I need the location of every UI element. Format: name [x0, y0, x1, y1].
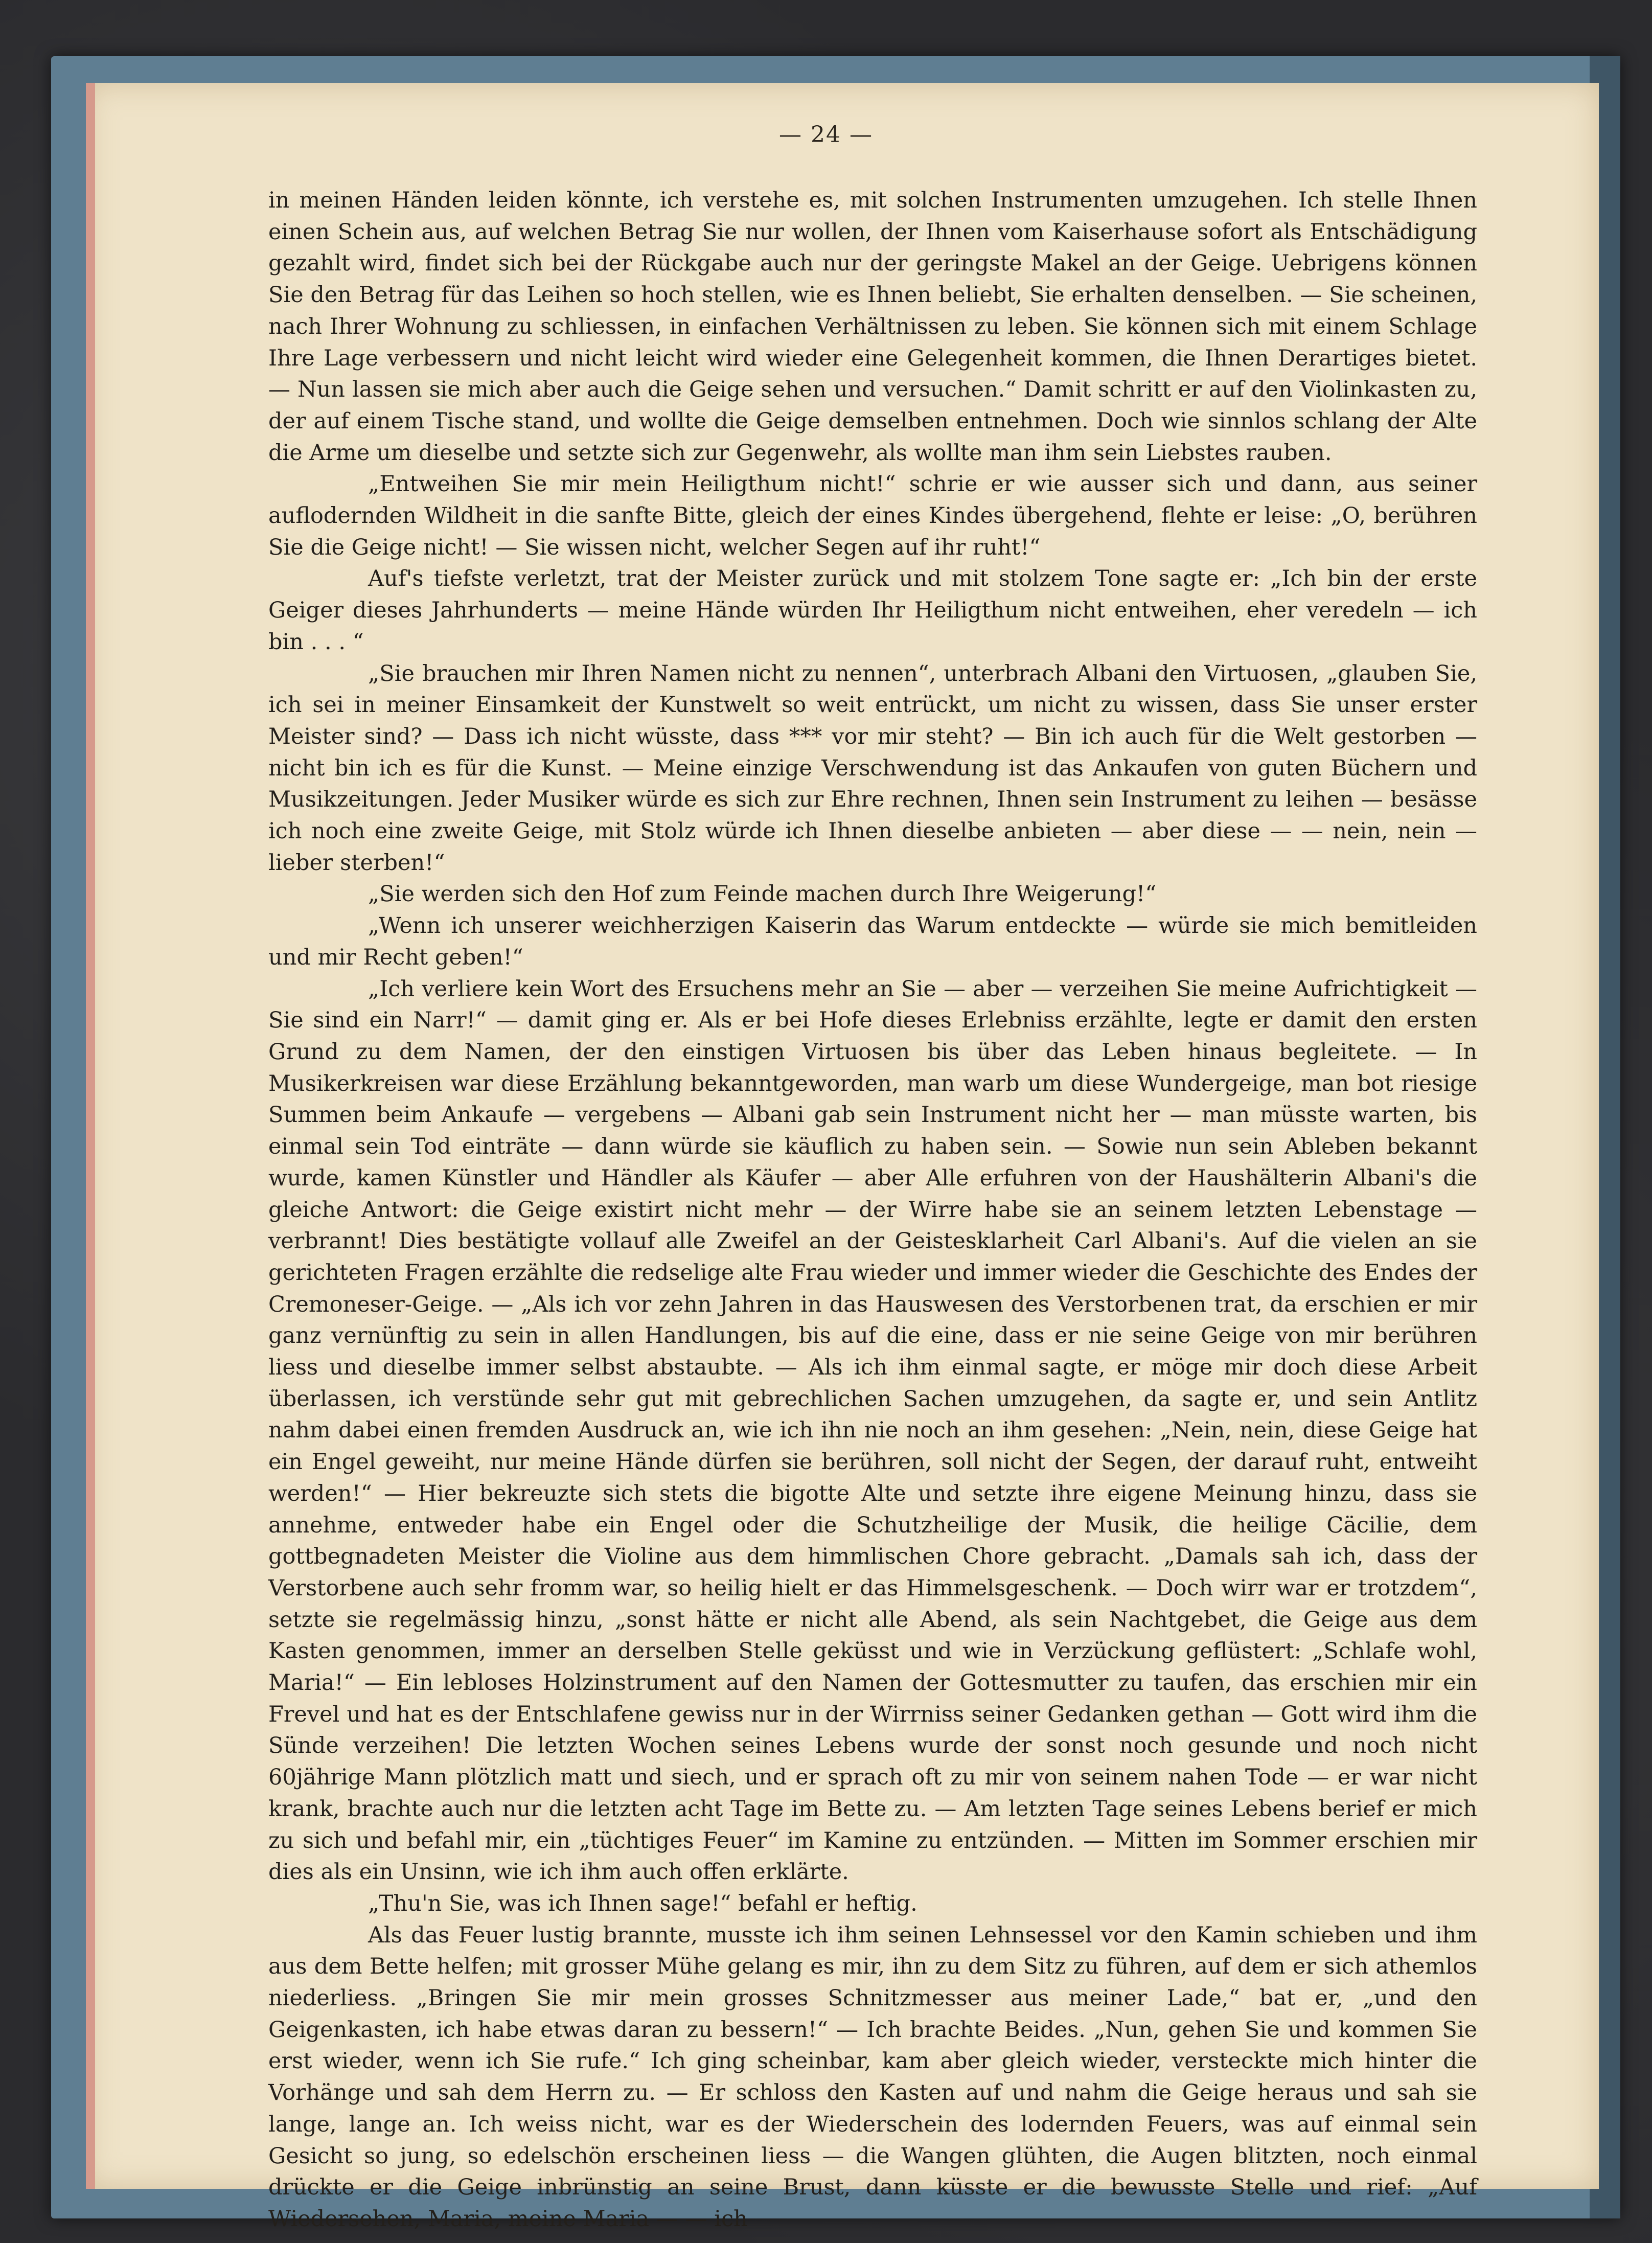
paragraph: „Ich verliere kein Wort des Ersuchens mehr an Sie — aber — verzeihen Sie meine Aufrichtigkeit — Sie sind ein Narr!“ — damit ging er. Als er bei Hofe dieses Erlebniss erzählte, legte er damit den ersten Grund zu dem Namen, der den einstigen Virtuosen bis über das Leben hinaus begleitete. — In Musikerkreisen war diese Erzählung bekanntgeworden, man warb um diese Wundergeige, man bot riesige Summen beim Ankaufe — vergebens — Albani gab sein Instrument nicht her — man müsste warten, bis einmal sein Tod einträte — dann würde sie käuflich zu haben sein. — Sowie nun sein Ableben bekannt wurde, kamen Künstler und Händler als Käufer — aber Alle erfuhren von der Haushälterin Albani's die gleiche Antwort: die Geige existirt nicht mehr — der Wirre habe sie an seinem letzten Lebenstage — verbrannt! Dies bestätigte vollauf alle Zweifel an der Geistesklarheit Carl Albani's. Auf die vielen an sie gerichteten Fragen erzählte die redselige alte Frau wieder und immer wieder die Geschichte des Endes der Cremoneser-Geige. — „Als ich vor zehn Jahren in das Hauswesen des Verstorbenen trat, da erschien er mir ganz vernünftig zu sein in allen Handlungen, bis auf die eine, dass er nie seine Geige von mir berühren liess und dieselbe immer selbst abstaubte. — Als ich ihm einmal sagte, er möge mir doch diese Arbeit überlassen, ich verstünde sehr gut mit gebrechlichen Sachen umzugehen, da sagte er, und sein Antlitz nahm dabei einen fremden Ausdruck an, wie ich ihn nie noch an ihm gesehen: „Nein, nein, diese Geige hat ein Engel geweiht, nur meine Hände dürfen sie berühren, soll nicht der Segen, der darauf ruht, entweiht werden!“ — Hier bekreuzte sich stets die bigotte Alte und setzte ihre eigene Meinung hinzu, dass sie annehme, entweder habe ein Engel oder die Schutzheilige der Musik, die heilige Cäcilie, dem gottbegnadeten Meister die Violine aus dem himmlischen Chore gebracht. „Damals sah ich, dass der Verstorbene auch sehr fromm war, so heilig hielt er das Himmelsgeschenk. — Doch wirr war er trotzdem“, setzte sie regelmässig hinzu, „sonst hätte er nicht alle Abend, als sein Nachtgebet, die Geige aus dem Kasten genommen, immer an derselben Stelle geküsst und wie in Verzückung geflüstert: „Schlafe wohl, Maria!“ — Ein lebloses Holzinstrument auf den Namen der Gottesmutter zu taufen, das erschien mir ein Frevel und hat es der Entschlafene gewiss nur in der Wirrniss seiner Gedanken gethan — Gott wird ihm die Sünde verzeihen! Die letzten Wochen seines Lebens wurde der sonst noch gesunde und noch nicht 60jährige Mann plötzlich matt und siech, und er sprach oft zu mir von seinem nahen Tode — er war nicht krank, brachte auch nur die letzten acht Tage im Bette zu. — Am letzten Tage seines Lebens berief er mich zu sich und befahl mir, ein „tüchtiges Feuer“ im Kamine zu entzünden. — Mitten im Sommer erschien mir dies als ein Unsinn, wie ich ihm auch offen erklärte.	[268, 976, 1477, 1885]
paragraph: „Wenn ich unserer weichherzigen Kaiserin das Warum entdeckte — würde sie mich bemitleiden und mir Recht geben!“	[268, 913, 1477, 970]
paragraph: Auf's tiefste verletzt, trat der Meister zurück und mit stolzem Tone sagte er: „Ich bin der erste Geiger dieses Jahrhunderts — meine Hände würden Ihr Heiligthum nicht entweihen, eher veredeln — ich bin . . . “	[268, 566, 1477, 655]
paragraph: „Sie werden sich den Hof zum Feinde machen durch Ihre Weigerung!“	[368, 881, 1157, 907]
paragraph: „Sie brauchen mir Ihren Namen nicht zu nennen“, unterbrach Albani den Virtuosen, „glauben Sie, ich sei in meiner Einsamkeit der Kunstwelt so weit entrückt, um nicht zu wissen, dass Sie unser erster Meister sind? — Dass ich nicht wüsste, dass *** vor mir steht? — Bin ich auch für die Welt gestorben — nicht bin ich es für die Kunst. — Meine einzige Verschwendung ist das Ankaufen von guten Büchern und Musikzeitungen. Jeder Musiker würde es sich zur Ehre rechnen, Ihnen sein Instrument zu leihen — besässe ich noch eine zweite Geige, mit Stolz würde ich Ihnen dieselbe anbieten — aber diese — — nein, nein — lieber sterben!“	[268, 660, 1477, 876]
page-edge-strip	[86, 83, 95, 2189]
page-text	[268, 185, 1477, 2235]
paragraph: in meinen Händen leiden könnte, ich verstehe es, mit solchen Instrumenten umzugehen. Ich stelle Ihnen einen Schein aus, auf welchen Betrag Sie nur wollen, der Ihnen vom Kaiserhause sofort als Entschädigung gezahlt wird, findet sich bei der Rückgabe auch nur der geringste Makel an der Geige. Uebrigens können Sie den Betrag für das Leihen so hoch stellen, wie es Ihnen beliebt, Sie erhalten denselben. — Sie scheinen, nach Ihrer Wohnung zu schliessen, in einfachen Verhältnissen zu leben. Sie können sich mit einem Schlage Ihre Lage verbessern und nicht leicht wird wieder eine Gelegenheit kommen, die Ihnen Derartiges bietet. — Nun lassen sie mich aber auch die Geige sehen und versuchen.“ Damit schritt er auf den Violinkasten zu, der auf einem Tische stand, und wollte die Geige demselben entnehmen. Doch wie sinnlos schlang der Alte die Arme um dieselbe und setzte sich zur Gegenwehr, als wollte man ihm sein Liebstes rauben.	[268, 188, 1477, 466]
paragraph: „Entweihen Sie mir mein Heiligthum nicht!“ schrie er wie ausser sich und dann, aus seiner auflodernden Wildheit in die sanfte Bitte, gleich der eines Kindes übergehend, flehte er leise: „O, berühren Sie die Geige nicht! — Sie wissen nicht, welcher Segen auf ihr ruht!“	[268, 471, 1477, 560]
page-number: — 24 —	[779, 122, 873, 148]
paragraph: Als das Feuer lustig brannte, musste ich ihm seinen Lehnsessel vor den Kamin schieben und ihm aus dem Bette helfen; mit grosser Mühe gelang es mir, ihn zu dem Sitz zu führen, auf dem er sich athemlos niederliess. „Bringen Sie mir mein grosses Schnitzmesser aus meiner Lade,“ bat er, „und den Geigenkasten, ich habe etwas daran zu bessern!“ — Ich brachte Beides. „Nun, gehen Sie und kommen Sie erst wieder, wenn ich Sie rufe.“ Ich ging scheinbar, kam aber gleich wieder, versteckte mich hinter die Vorhänge und sah dem Herrn zu. — Er schloss den Kasten auf und nahm die Geige heraus und sah sie lange, lange an. Ich weiss nicht, war es der Wiederschein des lodernden Feuers, was auf einmal sein Gesicht so jung, so edelschön erscheinen liess — die Wangen glühten, die Augen blitzten, noch einmal drückte er die Geige inbrünstig an seine Brust, dann küsste er die bewusste Stelle und rief: „Auf Wiedersehen, Maria, meine Maria — — ich	[268, 1922, 1477, 2232]
paragraph: „Thu'n Sie, was ich Ihnen sage!“ befahl er heftig.	[368, 1890, 917, 1916]
